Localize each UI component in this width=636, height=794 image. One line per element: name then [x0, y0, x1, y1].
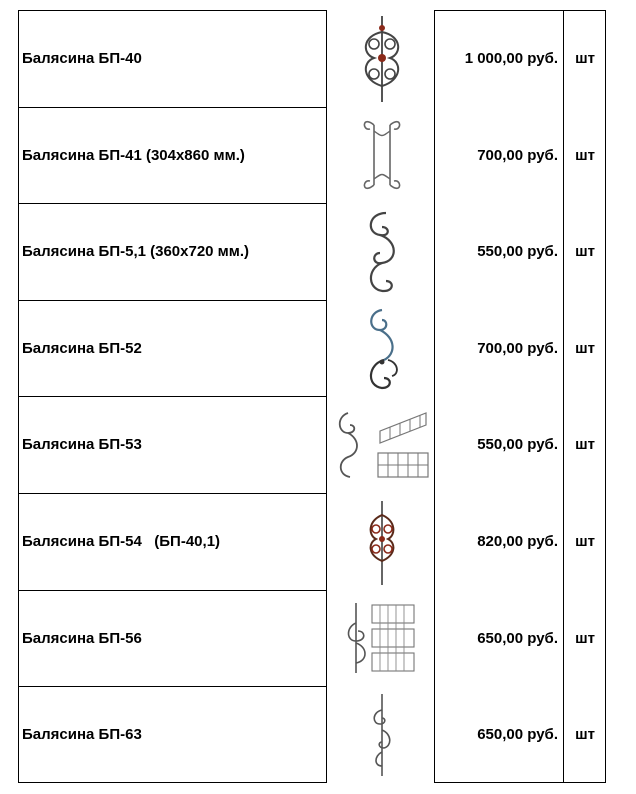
product-price: 550,00 руб.	[477, 436, 558, 453]
product-unit: шт	[575, 630, 595, 647]
product-name: Балясина БП-40	[22, 50, 142, 67]
product-row	[0, 686, 636, 783]
product-name: Балясина БП-56	[22, 630, 142, 647]
table-border	[434, 10, 435, 783]
product-unit: шт	[575, 243, 595, 260]
baluster-ornament-red-icon	[330, 10, 434, 107]
product-name: Балясина БП-41 (304х860 мм.)	[22, 147, 245, 164]
baluster-railing-icon	[330, 396, 434, 493]
product-price: 700,00 руб.	[477, 147, 558, 164]
product-price: 820,00 руб.	[477, 533, 558, 550]
product-row	[0, 396, 636, 493]
product-unit: шт	[575, 147, 595, 164]
table-border	[18, 782, 327, 783]
table-border	[18, 590, 327, 591]
product-row	[0, 203, 636, 300]
product-row	[0, 10, 636, 107]
table-border	[18, 686, 327, 687]
table-border	[18, 203, 327, 204]
product-name: Балясина БП-63	[22, 726, 142, 743]
baluster-frame-scroll-icon	[330, 107, 434, 204]
table-border	[18, 107, 327, 108]
product-price: 650,00 руб.	[477, 630, 558, 647]
table-border	[18, 10, 327, 11]
table-border	[434, 10, 606, 11]
table-border	[605, 10, 606, 783]
baluster-railing-panels-icon	[330, 590, 434, 687]
baluster-blue-scroll-icon	[330, 300, 434, 397]
table-border	[18, 493, 327, 494]
table-border	[563, 10, 564, 783]
product-price: 650,00 руб.	[477, 726, 558, 743]
product-name: Балясина БП-5,1 (360х720 мм.)	[22, 243, 250, 260]
product-name: Балясина БП-52	[22, 340, 142, 357]
product-row	[0, 590, 636, 687]
product-unit: шт	[575, 726, 595, 743]
table-border	[18, 396, 327, 397]
table-border	[18, 300, 327, 301]
baluster-s-scroll-icon	[330, 203, 434, 300]
baluster-ornament-small-icon	[330, 493, 434, 590]
product-unit: шт	[575, 50, 595, 67]
table-border	[434, 782, 606, 783]
product-name: Балясина БП-54 (БП-40,1)	[22, 533, 221, 550]
product-unit: шт	[575, 340, 595, 357]
product-price: 1 000,00 руб.	[464, 50, 558, 67]
product-unit: шт	[575, 533, 595, 550]
product-row	[0, 493, 636, 590]
product-row	[0, 107, 636, 204]
product-price: 700,00 руб.	[477, 340, 558, 357]
product-unit: шт	[575, 436, 595, 453]
product-row	[0, 300, 636, 397]
product-price: 550,00 руб.	[477, 243, 558, 260]
product-name: Балясина БП-53	[22, 436, 142, 453]
baluster-spear-scroll-icon	[330, 686, 434, 783]
